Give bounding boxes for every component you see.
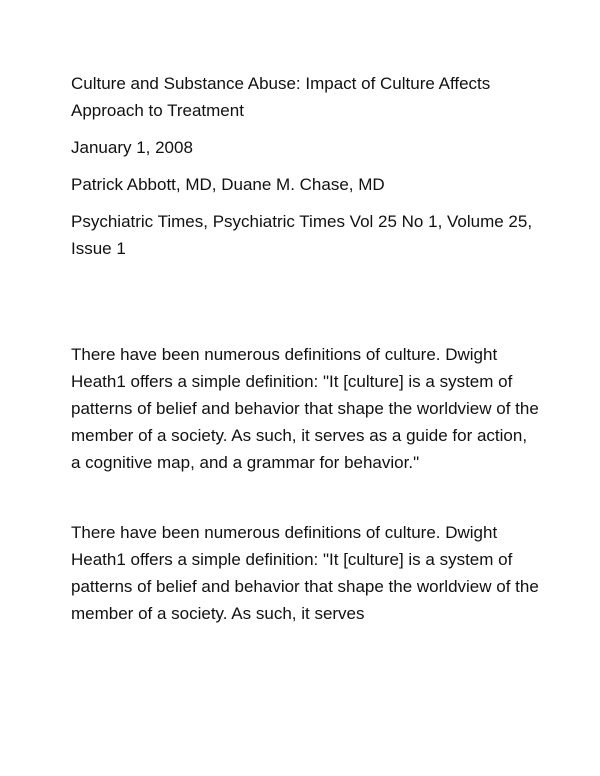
article-source: Psychiatric Times, Psychiatric Times Vol 25 No 1, Volume 25, Issue 1 xyxy=(71,212,533,258)
article-title: Culture and Substance Abuse: Impact of Culture Affects Approach to Treatment xyxy=(71,74,491,120)
body-paragraph-2: There have been numerous definitions of culture. Dwight Heath1 offers a simple definition: "It [culture] is a system of patterns of belief and behavior that shape the worldview of the member of a society. As such, it serves xyxy=(71,523,539,623)
article-authors: Patrick Abbott, MD, Duane M. Chase, MD xyxy=(71,175,385,194)
article-date: January 1, 2008 xyxy=(71,138,193,157)
document-page xyxy=(71,70,541,627)
body-paragraph-1: There have been numerous definitions of culture. Dwight Heath1 offers a simple definition: "It [culture] is a system of patterns of belief and behavior that shape the worldview of the member of a society. As such, it serves as a guide for action, a cognitive map, and a grammar for behavior." xyxy=(71,345,539,472)
